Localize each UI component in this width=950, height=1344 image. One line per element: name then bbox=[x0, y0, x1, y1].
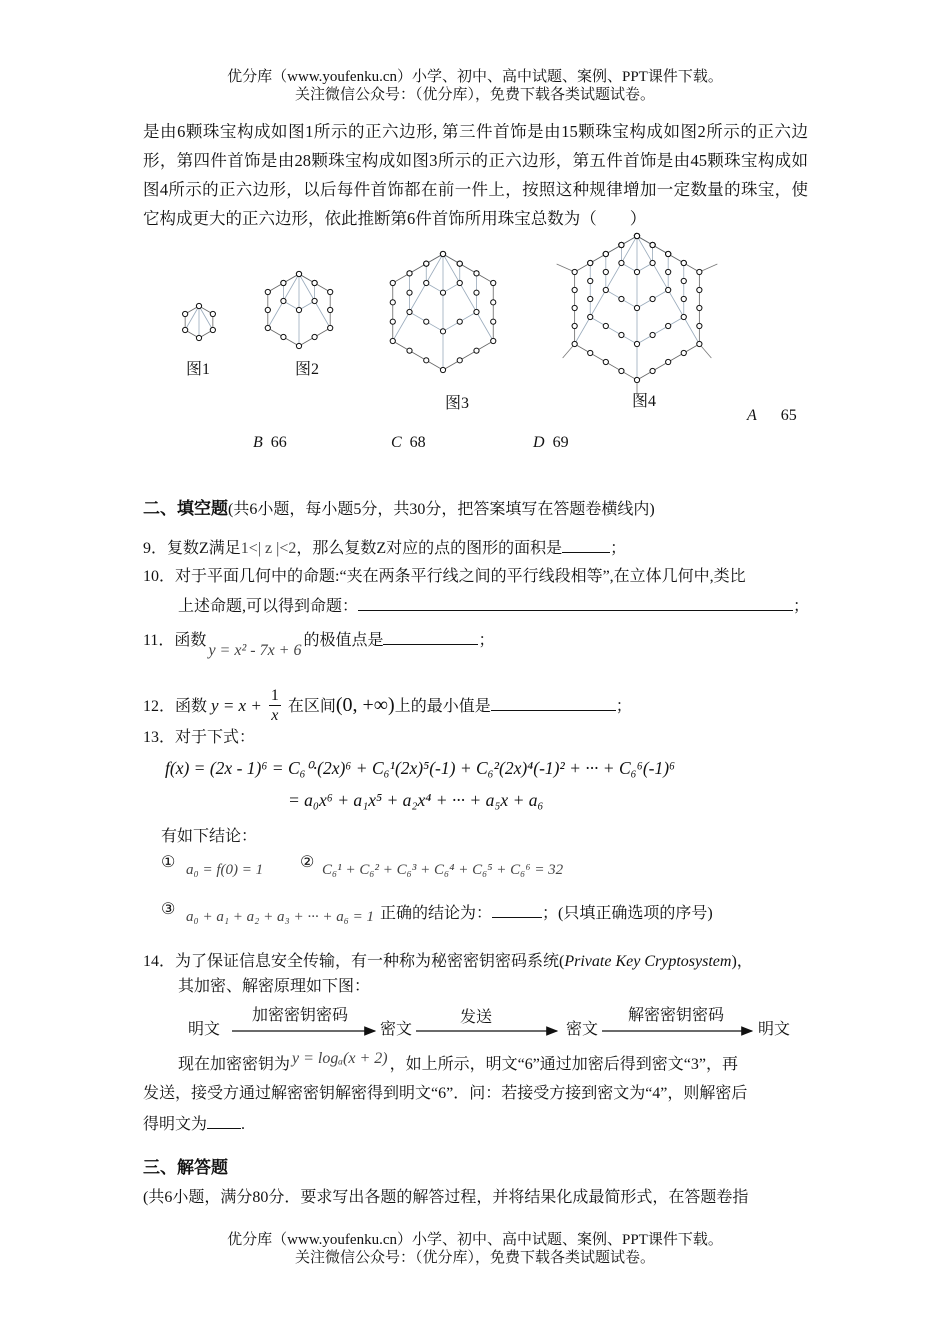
q14-number: 14． bbox=[143, 953, 176, 970]
q9-condition: 1<| z |<2 bbox=[240, 540, 297, 557]
bead bbox=[407, 290, 412, 295]
q14-paragraph-3 bbox=[143, 1112, 245, 1136]
q11-formula: y = x² - 7x + 6 bbox=[208, 642, 302, 659]
bead bbox=[196, 303, 201, 308]
bead bbox=[491, 300, 496, 305]
question-11 bbox=[143, 628, 495, 659]
option-c[interactable] bbox=[391, 434, 426, 452]
q13-equation-2: = a₀x⁶ + a₁x⁵ + a₂x⁴ + ··· + a₅x + a₆ bbox=[288, 790, 544, 810]
q10-text-b: 上述命题,可以得到命题： bbox=[178, 598, 359, 615]
q14-p3-a: 得明文为 bbox=[143, 1116, 208, 1133]
flow-node-4: 明文 bbox=[758, 1021, 791, 1038]
option-c-value: 68 bbox=[409, 434, 426, 451]
bead bbox=[440, 329, 445, 334]
bead bbox=[296, 271, 301, 276]
question-10-cont bbox=[178, 594, 809, 618]
bead-connector bbox=[590, 317, 637, 344]
bead bbox=[697, 305, 702, 310]
q12-text-b: 在区间 bbox=[287, 698, 336, 716]
bead bbox=[265, 307, 270, 312]
q13-conclusion-2: C₆¹ + C₆² + C₆³ + C₆⁴ + C₆⁵ + C₆⁶ = 32 bbox=[322, 862, 564, 878]
bead bbox=[588, 278, 593, 283]
bead bbox=[210, 311, 215, 316]
bead bbox=[474, 271, 479, 276]
q9-text-b: ，那么复数Z对应的点的图形的面积是 bbox=[296, 540, 563, 557]
bead bbox=[572, 305, 577, 310]
bead bbox=[697, 341, 702, 346]
bead bbox=[474, 348, 479, 353]
section-2-heading bbox=[143, 494, 655, 519]
bead bbox=[474, 309, 479, 314]
bead bbox=[588, 350, 593, 355]
option-a-letter: A bbox=[747, 407, 757, 424]
bead bbox=[697, 323, 702, 328]
option-d-letter: D bbox=[533, 434, 545, 451]
q11-answer-blank[interactable] bbox=[383, 628, 478, 645]
section-2-desc: (共6小题，每小题5分，共30分，把答案填写在答题卷横线内) bbox=[228, 501, 655, 518]
bead-connector bbox=[393, 341, 443, 370]
q12-text-c: 上的最小值是 bbox=[394, 698, 491, 716]
flow-label-1: 加密密钥密码 bbox=[252, 1007, 349, 1024]
q14-text-b: 其加密、解密原理如下图： bbox=[178, 978, 371, 995]
header-line-2: 关注微信公众号：（优分库），免费下载各类试题试卷。 bbox=[294, 87, 655, 103]
question-12 bbox=[143, 688, 632, 727]
q12-answer-blank[interactable] bbox=[491, 694, 616, 711]
bead bbox=[666, 251, 671, 256]
bead bbox=[666, 287, 671, 292]
q12-frac-den: x bbox=[271, 707, 279, 724]
bead bbox=[312, 298, 317, 303]
q14-p3-b: . bbox=[241, 1116, 246, 1133]
q12-fraction bbox=[269, 686, 281, 725]
bead bbox=[328, 307, 333, 312]
bead bbox=[572, 287, 577, 292]
bead-connector bbox=[443, 341, 493, 370]
figure-3-caption: 图3 bbox=[445, 395, 470, 412]
bead bbox=[328, 325, 333, 330]
bead bbox=[457, 280, 462, 285]
option-c-letter: C bbox=[391, 434, 402, 451]
q13-answer-blank[interactable] bbox=[492, 901, 542, 918]
bead bbox=[634, 269, 639, 274]
q13-ask-text: 正确的结论为： bbox=[380, 905, 493, 922]
q12-formula-lhs: y = x + bbox=[211, 696, 262, 716]
bead bbox=[681, 314, 686, 319]
hexagon-figures bbox=[0, 0, 950, 420]
bead bbox=[603, 269, 608, 274]
q9-end: ； bbox=[610, 540, 627, 557]
bead bbox=[619, 296, 624, 301]
option-b-letter: B bbox=[253, 434, 263, 451]
bead bbox=[407, 309, 412, 314]
q14-answer-blank[interactable] bbox=[207, 1112, 241, 1129]
bead bbox=[681, 278, 686, 283]
q12-text-a: 函数 bbox=[175, 698, 208, 716]
q9-number: 9． bbox=[143, 540, 168, 557]
q13-conclusion-1: a₀ = f(0) = 1 bbox=[186, 862, 264, 878]
bead bbox=[296, 343, 301, 348]
q14-key-formula: y = logₐ(x + 2) bbox=[292, 1050, 388, 1067]
bead bbox=[265, 289, 270, 294]
q10-number: 10． bbox=[143, 568, 176, 585]
question-10 bbox=[143, 566, 746, 588]
q12-end: ； bbox=[615, 698, 632, 716]
flow-label-3: 解密密钥密码 bbox=[628, 1007, 725, 1024]
bead bbox=[440, 290, 445, 295]
q12-frac-num: 1 bbox=[270, 687, 279, 704]
q13-equation-1: f(x) = (2x - 1)⁶ = C₆⁰·(2x)⁶ + C₆¹(2x)⁵(-1) + C₆²(2x)⁴(-1)² + ··· + C₆⁶(-1)⁶ bbox=[165, 758, 676, 778]
bead bbox=[650, 332, 655, 337]
section-3-title: 三、解答题 bbox=[143, 1158, 228, 1177]
option-d-value: 69 bbox=[552, 434, 569, 451]
bead bbox=[619, 368, 624, 373]
bead bbox=[650, 296, 655, 301]
bead bbox=[681, 350, 686, 355]
flow-node-1: 明文 bbox=[188, 1021, 221, 1038]
bead bbox=[474, 290, 479, 295]
bead bbox=[424, 261, 429, 266]
q14-p1-b: ，如上所示，明文“6”通过加密后得到密文“3”，再 bbox=[389, 1056, 739, 1073]
footer-line-2: 关注微信公众号：（优分库），免费下载各类试题试卷。 bbox=[294, 1250, 655, 1266]
bead bbox=[650, 260, 655, 265]
bead bbox=[588, 314, 593, 319]
q10-answer-blank[interactable] bbox=[358, 594, 793, 611]
bead bbox=[666, 323, 671, 328]
bead bbox=[424, 280, 429, 285]
bead bbox=[619, 260, 624, 265]
q11-text-b: 的极值点是 bbox=[303, 632, 384, 649]
bead bbox=[424, 358, 429, 363]
q13-ask-end: ；(只填正确选项的序号) bbox=[542, 905, 713, 922]
bead bbox=[681, 260, 686, 265]
flow-node-2: 密文 bbox=[380, 1021, 413, 1038]
bead bbox=[603, 323, 608, 328]
bead bbox=[681, 296, 686, 301]
bead-connector bbox=[393, 254, 443, 341]
q10-text-a: 对于平面几何中的命题:“夹在两条平行线之间的平行线段相等”,在立体几何中,类比 bbox=[175, 568, 746, 585]
bead bbox=[603, 287, 608, 292]
bead bbox=[491, 319, 496, 324]
bead bbox=[697, 287, 702, 292]
q9-text-a: 复数Z满足 bbox=[167, 540, 241, 557]
bead bbox=[697, 269, 702, 274]
q13-conclusion-label: 有如下结论： bbox=[161, 828, 258, 845]
bead bbox=[634, 233, 639, 238]
bead-connector bbox=[393, 254, 443, 283]
bead bbox=[296, 307, 301, 312]
bead bbox=[424, 319, 429, 324]
intro-paragraph: 是由6颗珠宝构成如图1所示的正六边形, 第三件首饰是由15颗珠宝构成如图2所示的正六边形，第四件首饰是由28颗珠宝构成如图3所示的正六边形，第五件首饰是由45颗珠宝构成如图4所示的正六边形，以后每件首饰都在前一件上，按照这种规律增加一定数量的珠宝，使它构成更大的正六边形，依此推断第6件首饰所用珠宝总数为（ ） bbox=[143, 122, 808, 228]
bead bbox=[440, 251, 445, 256]
q9-answer-blank[interactable] bbox=[562, 536, 610, 553]
bead bbox=[572, 341, 577, 346]
figure-2-caption: 图2 bbox=[295, 361, 320, 378]
question-13 bbox=[143, 727, 255, 749]
bead bbox=[491, 338, 496, 343]
q11-number: 11． bbox=[143, 632, 175, 649]
q13-text-a: 对于下式： bbox=[175, 729, 256, 746]
bead bbox=[407, 348, 412, 353]
flow-node-3: 密文 bbox=[566, 1021, 599, 1038]
bead bbox=[603, 251, 608, 256]
bead bbox=[457, 358, 462, 363]
bead bbox=[603, 359, 608, 364]
q13-conclusion-3-mark: ③ bbox=[161, 901, 176, 918]
bead bbox=[312, 280, 317, 285]
q14-paragraph-1 bbox=[178, 1050, 739, 1076]
bead bbox=[390, 319, 395, 324]
q10-end: ； bbox=[793, 598, 810, 615]
q14-text-a-end: )， bbox=[731, 953, 753, 970]
option-a[interactable] bbox=[747, 407, 797, 425]
footer-line-1: 优分库（www.youfenku.cn）小学、初中、高中试题、案例、PPT课件下载。 bbox=[227, 1232, 723, 1248]
bead bbox=[183, 327, 188, 332]
bead bbox=[619, 242, 624, 247]
bead bbox=[457, 261, 462, 266]
bead-connector bbox=[443, 254, 493, 283]
bead bbox=[183, 311, 188, 316]
bead bbox=[281, 280, 286, 285]
option-a-value: 65 bbox=[780, 407, 797, 424]
bead-connector bbox=[637, 317, 684, 344]
section-3-desc: (共6小题，满分80分．要求写出各题的解答过程，并将结果化成最简形式，在答题卷指 bbox=[143, 1189, 749, 1206]
flow-label-2: 发送 bbox=[460, 1009, 493, 1026]
q11-end: ； bbox=[478, 632, 495, 649]
bead bbox=[440, 367, 445, 372]
option-b-value: 66 bbox=[270, 434, 287, 451]
bead bbox=[666, 269, 671, 274]
bead bbox=[407, 271, 412, 276]
q11-text-a: 函数 bbox=[174, 632, 207, 649]
bead bbox=[281, 298, 286, 303]
option-b[interactable] bbox=[253, 434, 287, 452]
bead bbox=[572, 269, 577, 274]
q14-italic-term: Private Key Cryptosystem bbox=[564, 953, 732, 970]
question-9 bbox=[143, 536, 626, 560]
bead bbox=[634, 377, 639, 382]
bead bbox=[619, 332, 624, 337]
bead bbox=[196, 335, 201, 340]
bead bbox=[210, 327, 215, 332]
bead bbox=[650, 242, 655, 247]
bead bbox=[281, 334, 286, 339]
q13-conclusion-3: a₀ + a₁ + a₂ + a₃ + ··· + a₆ = 1 bbox=[186, 909, 375, 925]
q13-ask bbox=[380, 901, 713, 925]
bead bbox=[634, 341, 639, 346]
header-line-1: 优分库（www.youfenku.cn）小学、初中、高中试题、案例、PPT课件下载。 bbox=[227, 69, 723, 85]
q12-number: 12． bbox=[143, 698, 176, 716]
q14-paragraph-2: 发送，接受方通过解密密钥解密得到明文“6”．问：若接受方接到密文为“4”，则解密后 bbox=[143, 1085, 748, 1102]
bead bbox=[491, 280, 496, 285]
bead bbox=[390, 300, 395, 305]
bead bbox=[265, 325, 270, 330]
bead bbox=[634, 305, 639, 310]
option-d[interactable] bbox=[533, 434, 569, 452]
q14-text-a: 为了保证信息安全传输，有一种称为秘密密钥密码系统( bbox=[175, 953, 565, 970]
bead bbox=[457, 319, 462, 324]
figure-1-caption: 图1 bbox=[186, 361, 211, 378]
bead bbox=[390, 338, 395, 343]
figure-4-caption: 图4 bbox=[632, 393, 657, 410]
q13-number: 13． bbox=[143, 729, 176, 746]
bead-connector bbox=[443, 254, 493, 341]
bead bbox=[650, 368, 655, 373]
section-2-title: 二、填空题 bbox=[143, 499, 228, 518]
bead bbox=[328, 289, 333, 294]
question-14 bbox=[143, 951, 753, 973]
q13-conclusion-2-mark: ② bbox=[300, 854, 315, 871]
q13-conclusion-1-mark: ① bbox=[161, 854, 176, 871]
q12-interval: (0, +∞) bbox=[335, 694, 395, 717]
bead bbox=[390, 280, 395, 285]
q14-p1-a: 现在加密密钥为 bbox=[178, 1056, 291, 1073]
bead bbox=[588, 260, 593, 265]
bead bbox=[572, 323, 577, 328]
bead bbox=[666, 359, 671, 364]
bead bbox=[312, 334, 317, 339]
bead bbox=[588, 296, 593, 301]
